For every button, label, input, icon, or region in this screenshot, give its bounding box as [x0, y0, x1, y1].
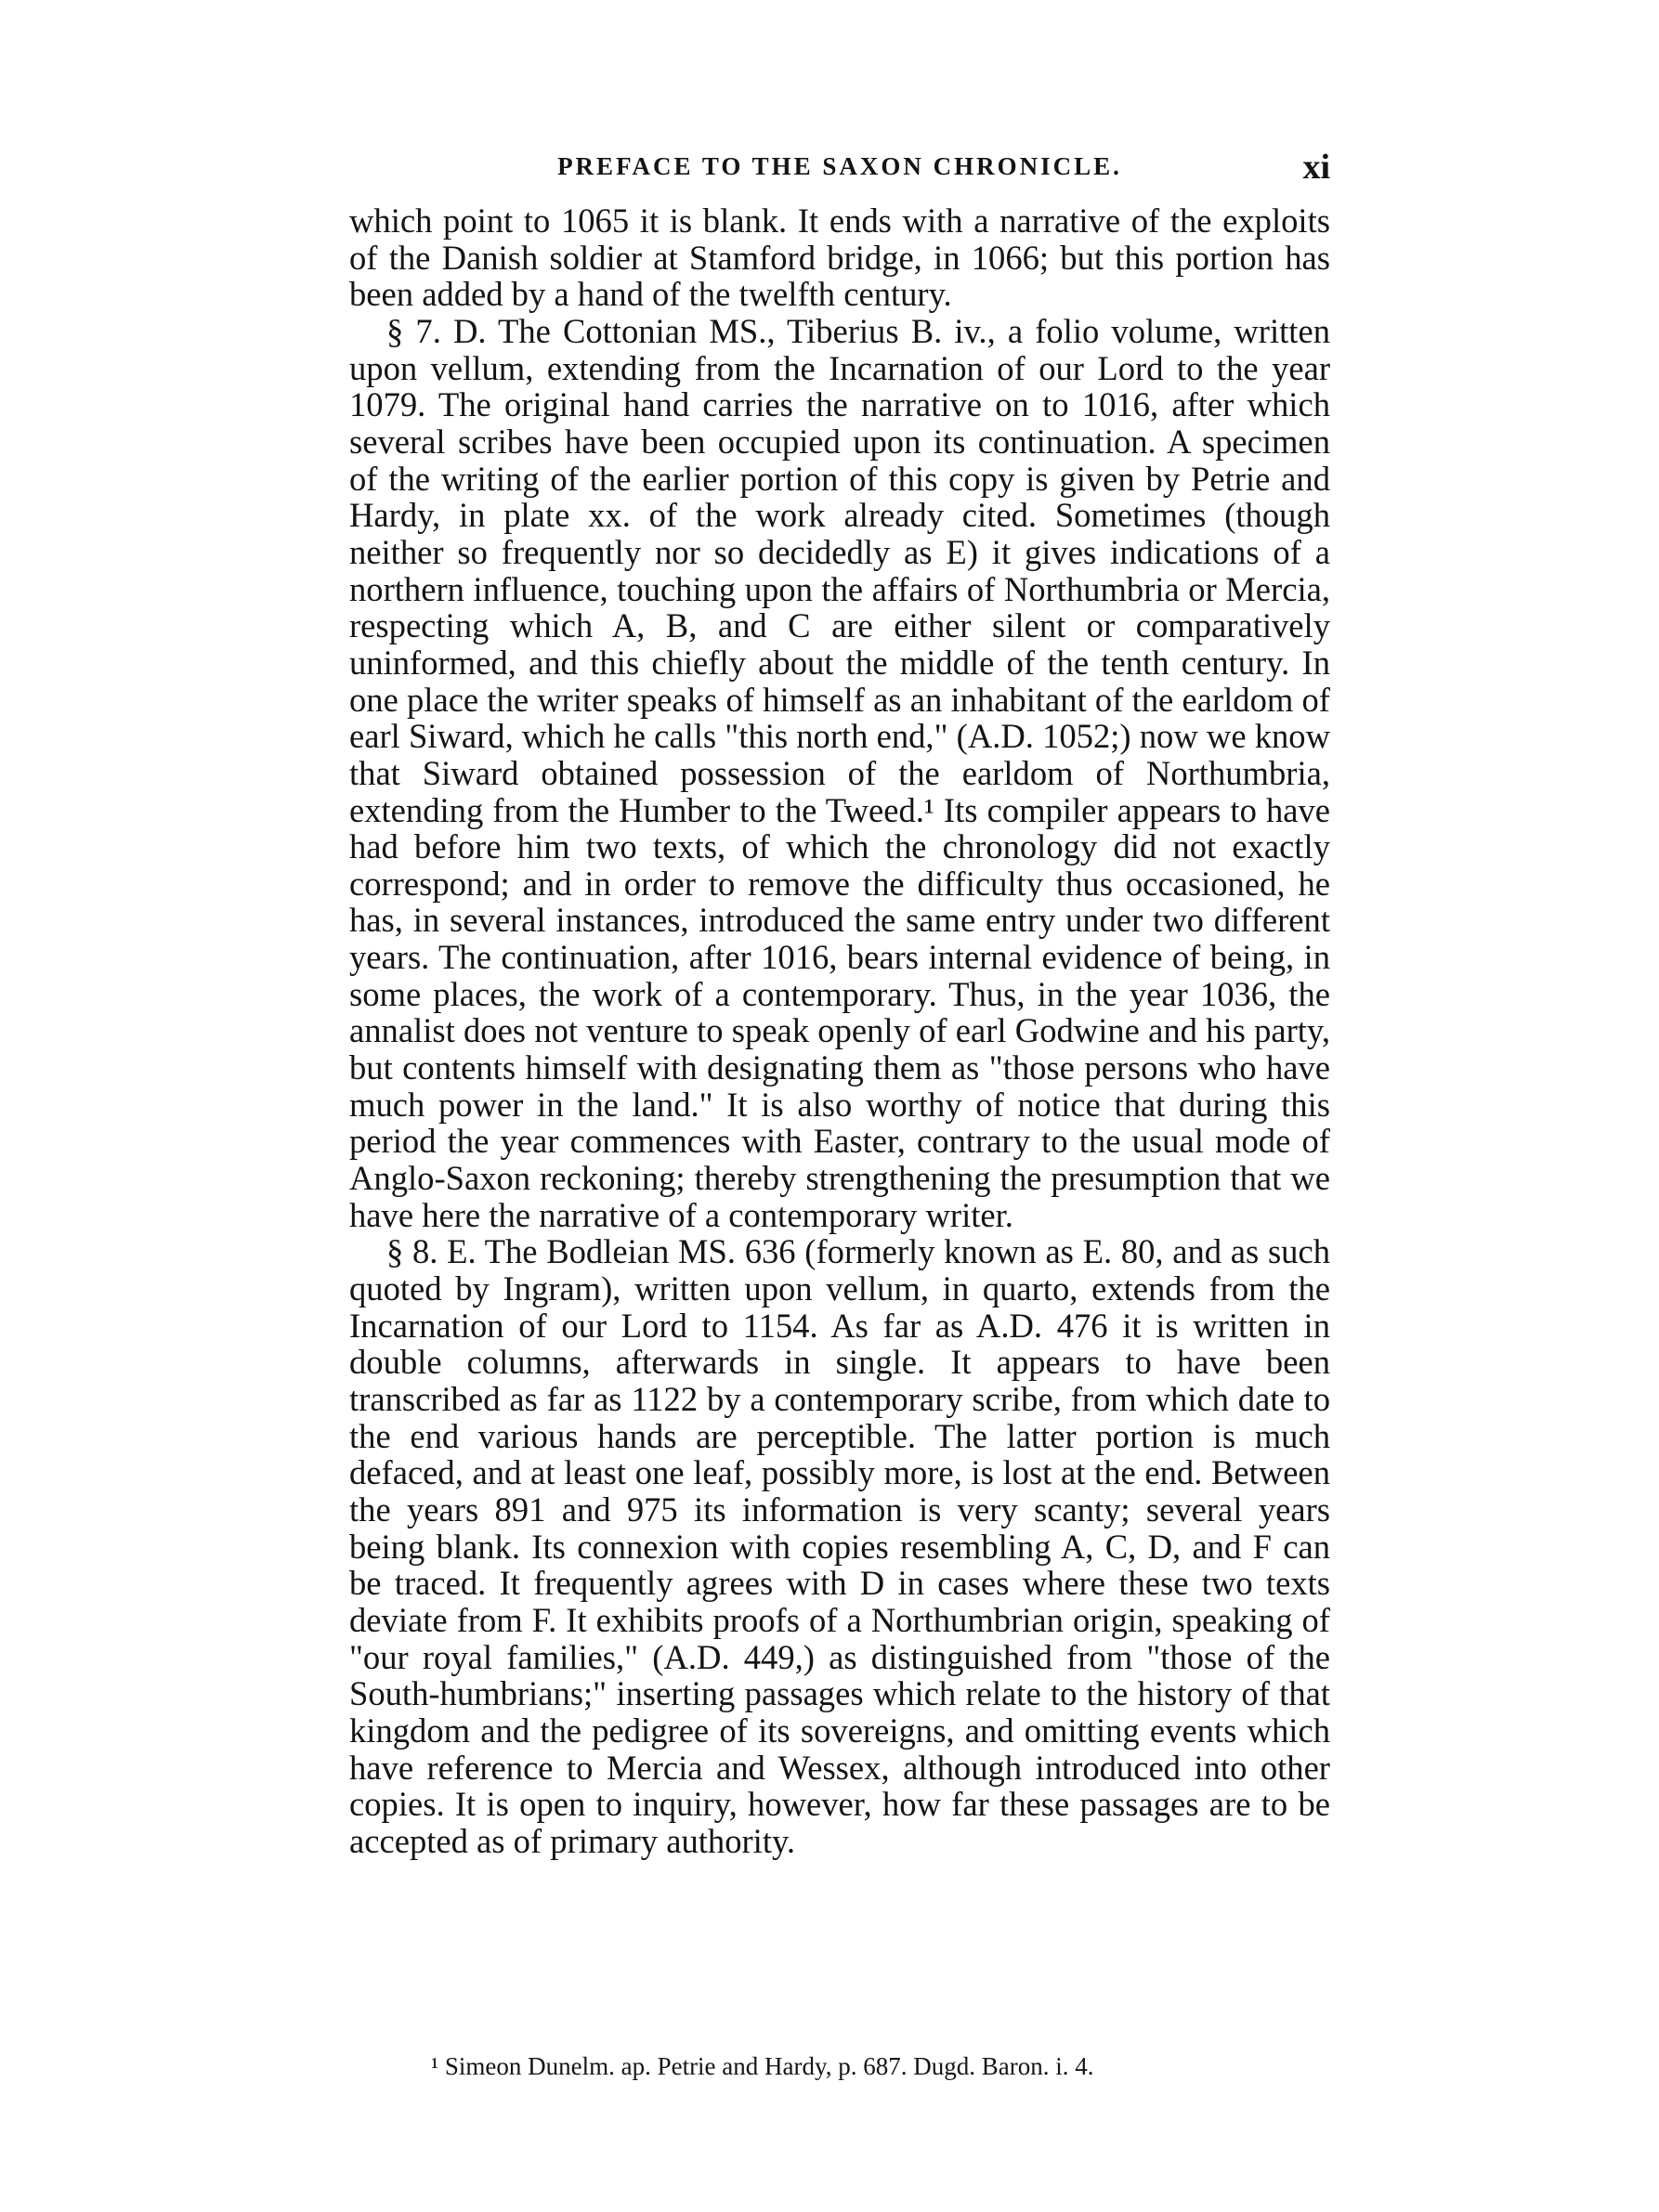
page-number: xi [1302, 148, 1330, 187]
running-title: PREFACE TO THE SAXON CHRONICLE. [557, 152, 1122, 180]
footnote: ¹ Simeon Dunelm. ap. Petrie and Hardy, p. 687. Dugd. Baron. i. 4. [431, 2052, 1094, 2080]
paragraph-continuation: which point to 1065 it is blank. It ends with a narrative of the exploits of the Danish soldier at Stamford bridge, in 1066; but this portion has been added by a hand of the twelfth century. [349, 202, 1330, 314]
body-text [349, 202, 1330, 1860]
paragraph-section-7: § 7. D. The Cottonian MS., Tiberius B. iv., a folio volume, written upon vellum, extending from the Incarnation of our Lord to the year 1079. The original hand carries the narrative on to 1016, after which several scribes have been occupied upon its continuation. A specimen of the writing of the earlier portion of this copy is given by Petrie and Hardy, in plate xx. of the work already cited. Sometimes (though neither so frequently nor so decidedly as E) it gives indications of a northern influence, touching upon the affairs of Northumbria or Mercia, respecting which A, B, and C are either silent or comparatively uninformed, and this chiefly about the middle of the tenth century. In one place the writer speaks of himself as an inhabitant of the earldom of earl Siward, which he calls "this north end," (A.D. 1052;) now we know that Siward obtained possession of the earldom of Northumbria, extending from the Humber to the Tweed.¹ Its compiler appears to have had before him two texts, of which the chronology did not exactly correspond; and in order to remove the difficulty thus occasioned, he has, in several instances, introduced the same entry under two different years. The continuation, after 1016, bears internal evidence of being, in some places, the work of a contemporary. Thus, in the year 1036, the annalist does not venture to speak openly of earl Godwine and his party, but contents himself with designating them as "those persons who have much power in the land." It is also worthy of notice that during this period the year commences with Easter, contrary to the usual mode of Anglo-Saxon reckoning; thereby strengthening the presumption that we have here the narrative of a contemporary writer. [349, 311, 1330, 1234]
paragraph-section-8: § 8. E. The Bodleian MS. 636 (formerly known as E. 80, and as such quoted by Ingram), written upon vellum, in quarto, extends from the Incarnation of our Lord to 1154. As far as A.D. 476 it is written in double columns, afterwards in single. It appears to have been transcribed as far as 1122 by a contemporary scribe, from which date to the end various hands are perceptible. The latter portion is much defaced, and at least one leaf, possibly more, is lost at the end. Between the years 891 and 975 its information is very scanty; several years being blank. Its connexion with copies resembling A, C, D, and F can be traced. It frequently agrees with D in cases where these two texts deviate from F. It exhibits proofs of a Northumbrian origin, speaking of "our royal families," (A.D. 449,) as distinguished from "those of the South-humbrians;" inserting passages which relate to the history of that kingdom and the pedigree of its sovereigns, and omitting events which have reference to Mercia and Wessex, although introduced into other copies. It is open to inquiry, however, how far these passages are to be accepted as of primary authority. [349, 1232, 1330, 1860]
running-head [349, 147, 1330, 188]
